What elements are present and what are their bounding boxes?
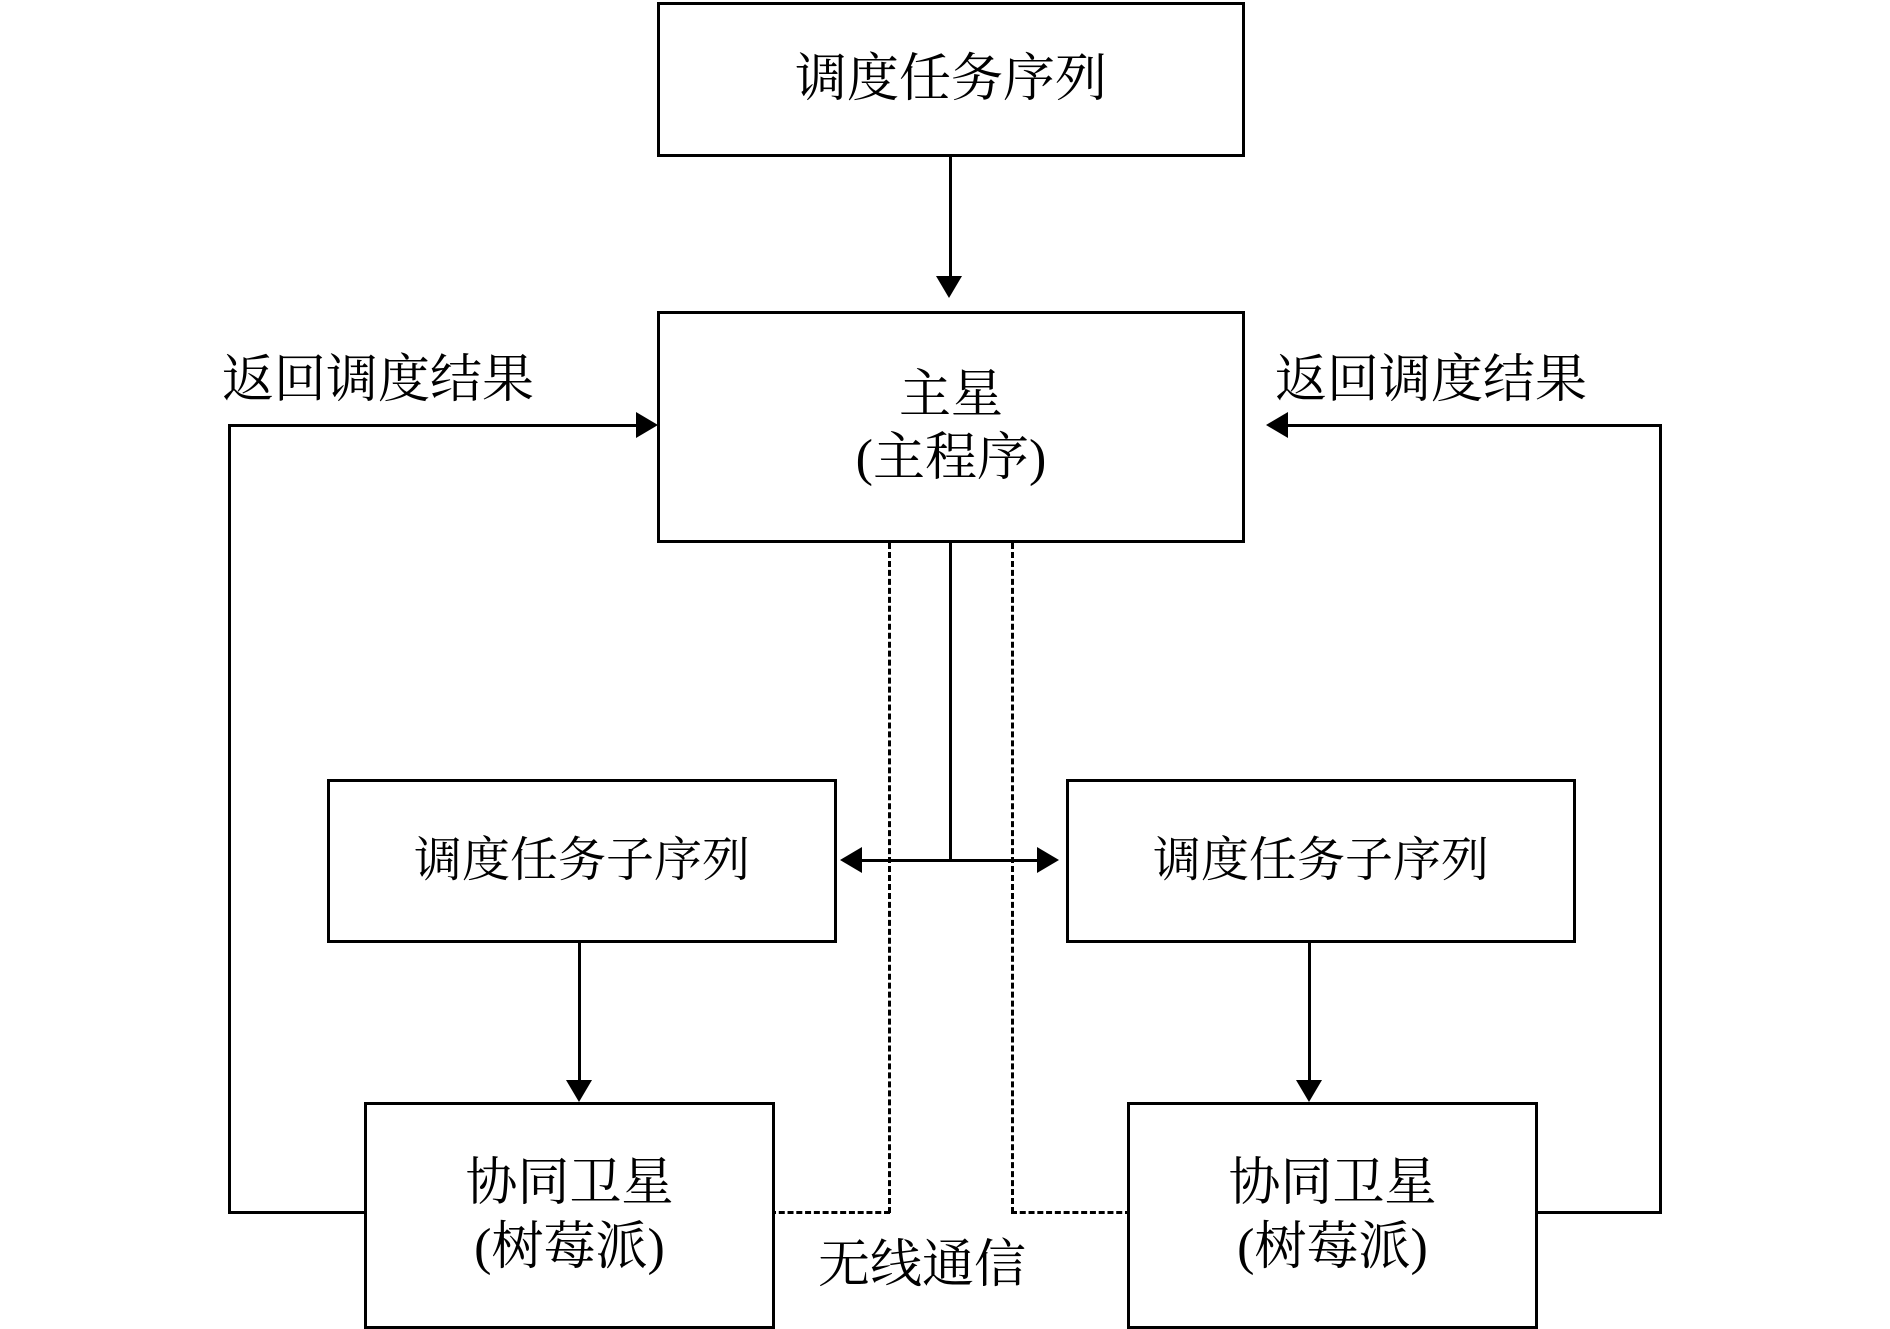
wireless-dashed-right-vertical — [1011, 543, 1014, 1213]
node-master-satellite — [657, 311, 1245, 543]
node-master-line1: 主星 — [898, 366, 1003, 424]
edge-subsequence-left-to-satellite — [578, 943, 581, 1085]
wireless-dashed-right-horizontal — [1011, 1211, 1131, 1214]
edge-return-left-vertical — [228, 424, 231, 1214]
edge-tasksequence-to-master — [949, 157, 952, 281]
wireless-dashed-left-vertical — [888, 543, 891, 1213]
arrowhead-satellite-right — [1296, 1080, 1322, 1102]
arrowhead-subsequence-left — [840, 847, 862, 873]
edge-return-left-top — [228, 424, 638, 427]
node-satellite-right — [1127, 1102, 1538, 1329]
node-subsequence-left — [327, 779, 837, 943]
node-subsequence-right-label: 调度任务子序列 — [1152, 833, 1489, 887]
arrowhead-tasksequence-to-master — [936, 276, 962, 298]
edge-return-right-top — [1288, 424, 1662, 427]
arrowhead-satellite-left — [566, 1080, 592, 1102]
arrowhead-subsequence-right — [1037, 847, 1059, 873]
edge-master-to-subsequence-right — [949, 859, 1039, 862]
node-master-line2: (主程序) — [855, 430, 1047, 487]
edge-subsequence-right-to-satellite — [1308, 943, 1311, 1085]
node-satellite-left-line2: (树莓派) — [474, 1218, 665, 1276]
node-subsequence-left-label: 调度任务子序列 — [413, 833, 750, 887]
label-wireless-communication: 无线通信 — [818, 1237, 1027, 1294]
edge-return-right-bottom — [1530, 1211, 1662, 1214]
edge-master-to-subsequences-vertical — [949, 543, 952, 861]
node-satellite-left — [364, 1102, 775, 1329]
edge-return-right-vertical — [1659, 424, 1662, 1214]
node-task-sequence — [657, 2, 1245, 157]
label-return-left: 返回调度结果 — [222, 352, 535, 409]
node-subsequence-right — [1066, 779, 1576, 943]
wireless-dashed-left-horizontal — [770, 1211, 890, 1214]
node-satellite-right-line1: 协同卫星 — [1228, 1155, 1437, 1213]
arrowhead-return-right — [1266, 412, 1288, 438]
arrowhead-return-left — [636, 412, 658, 438]
node-task-sequence-label: 调度任务序列 — [794, 50, 1107, 108]
label-return-right: 返回调度结果 — [1275, 352, 1588, 409]
node-satellite-left-line1: 协同卫星 — [465, 1155, 674, 1213]
node-satellite-right-line2: (树莓派) — [1237, 1218, 1428, 1276]
edge-master-to-subsequence-left — [862, 859, 952, 862]
